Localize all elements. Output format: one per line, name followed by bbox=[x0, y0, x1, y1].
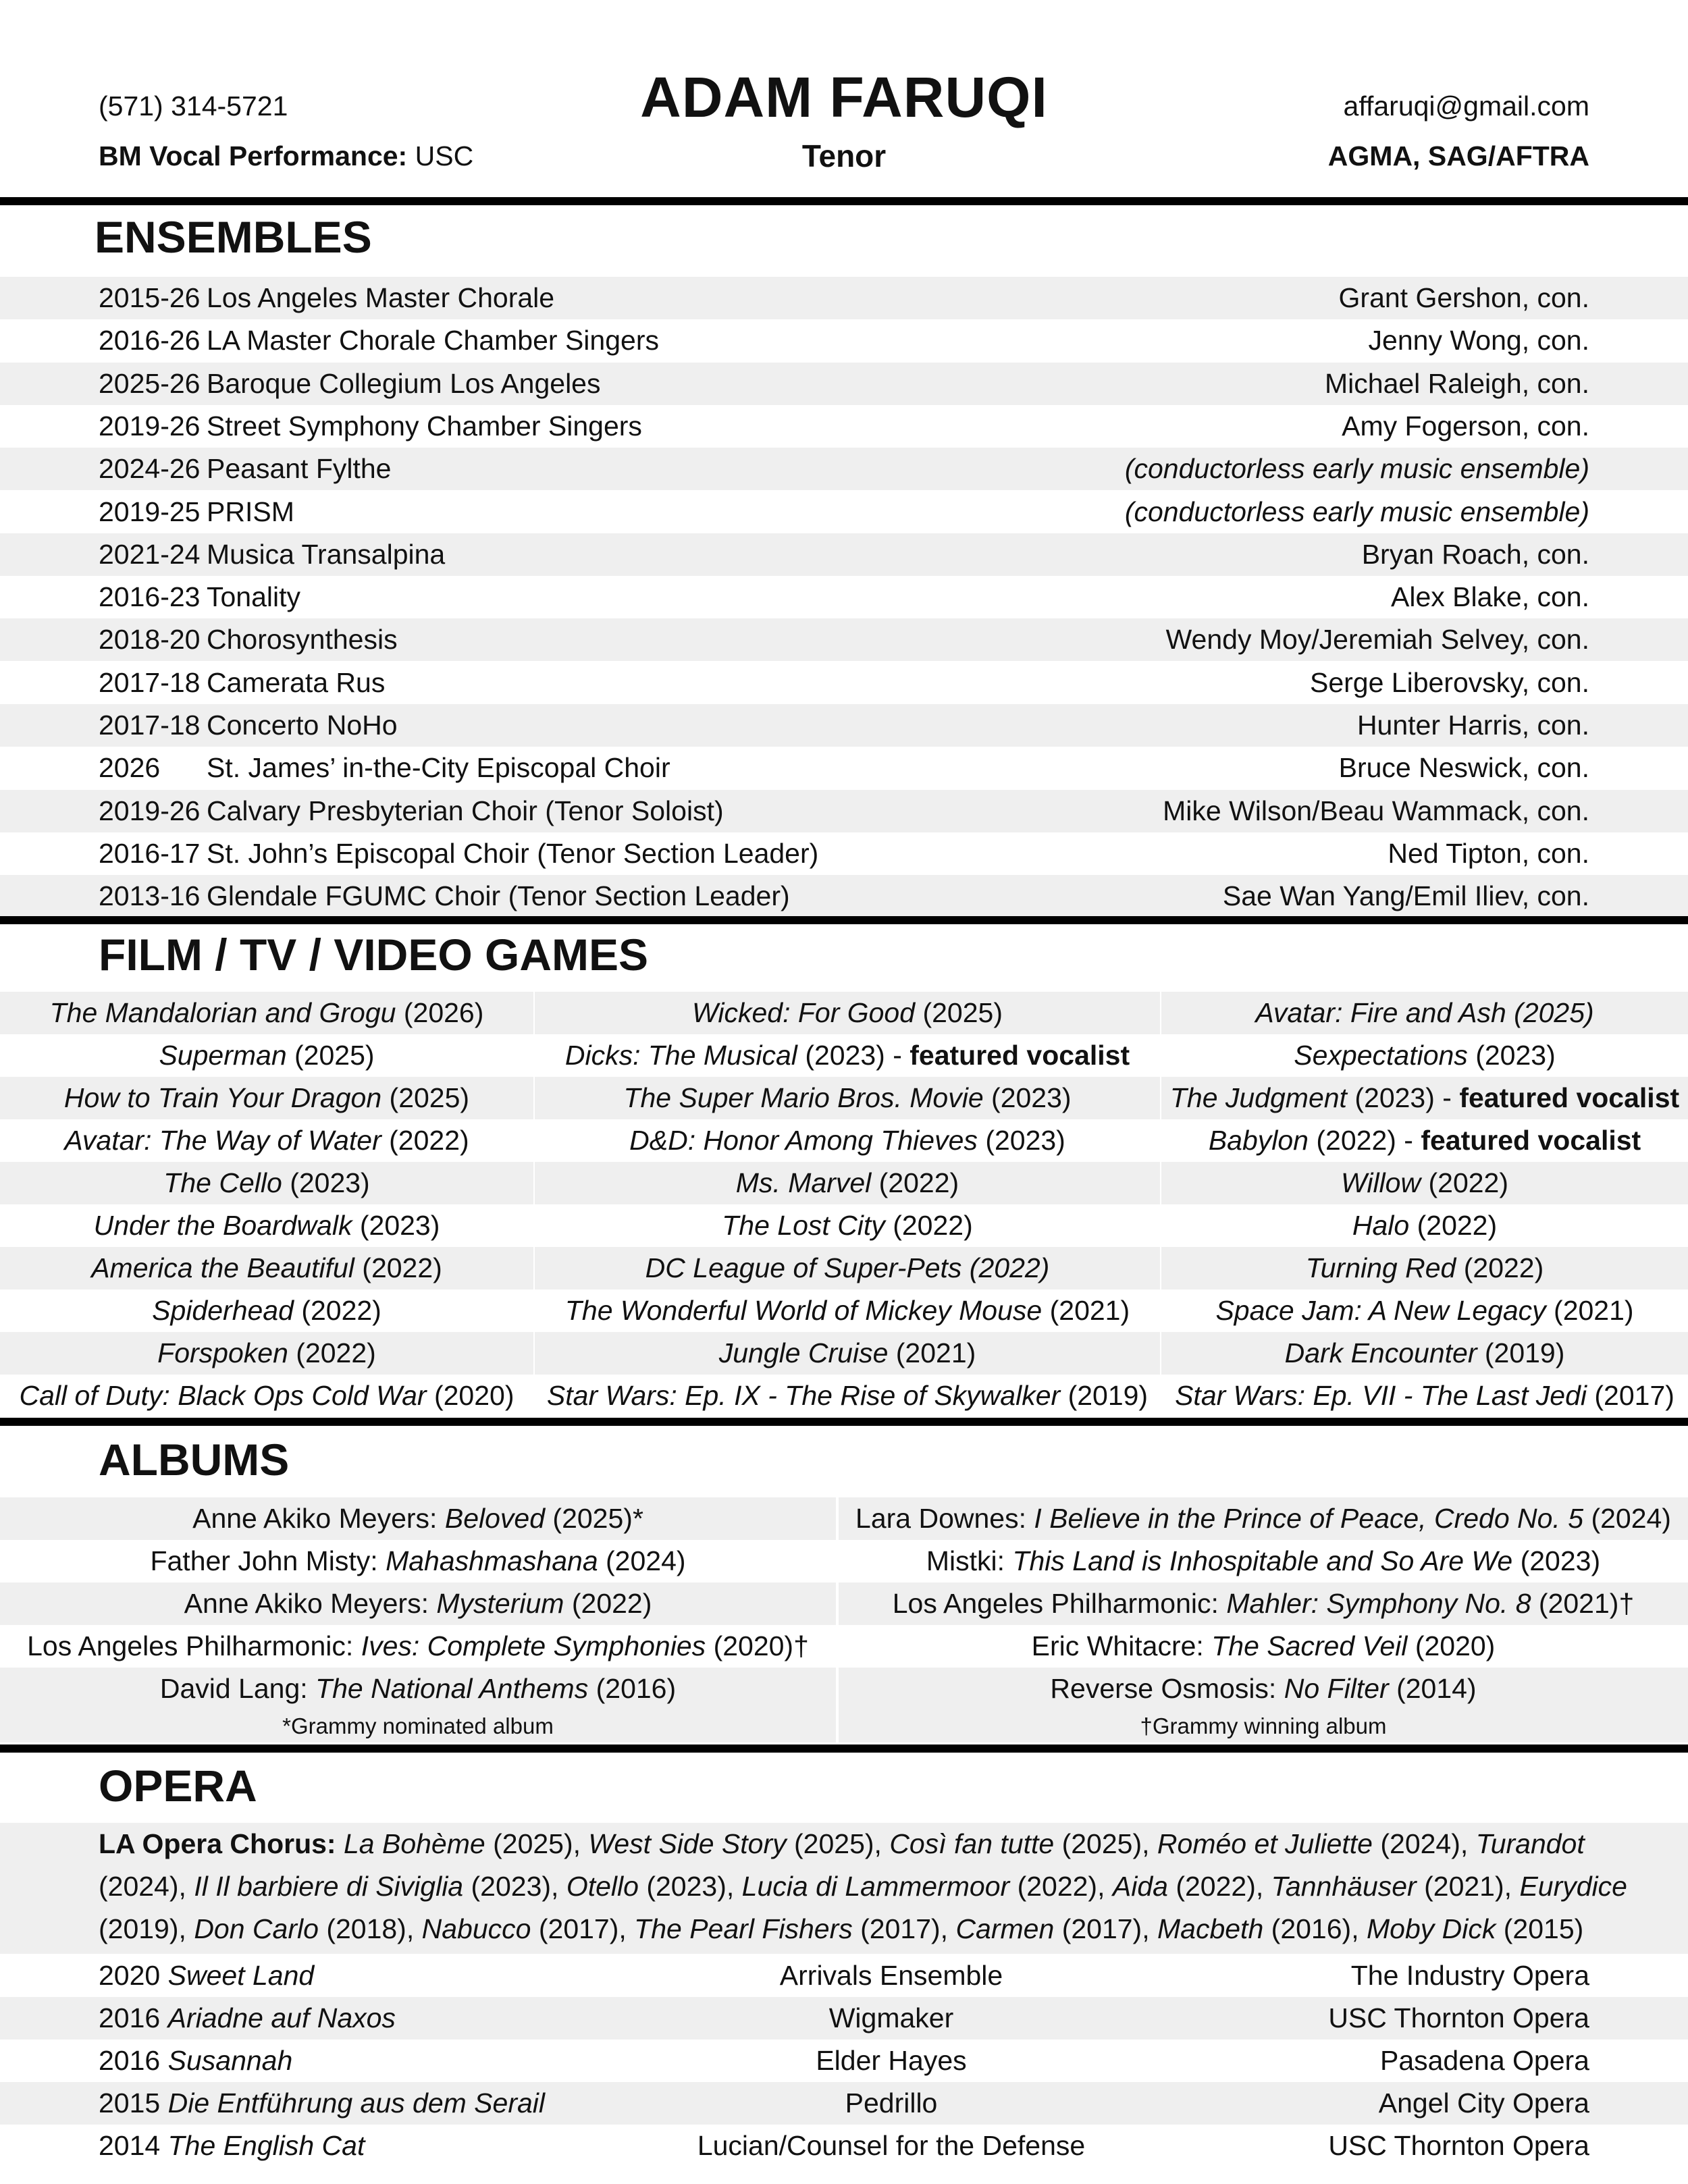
album-credit bbox=[839, 1625, 1688, 1668]
film-credit bbox=[0, 1119, 533, 1162]
ensemble-conductor: Bruce Neswick, con. bbox=[1338, 752, 1589, 784]
film-credit bbox=[0, 1077, 533, 1119]
resume-header bbox=[0, 0, 1688, 196]
film-grid bbox=[0, 992, 1688, 1417]
film-year: (2022) bbox=[362, 1252, 442, 1283]
film-year: (2023) bbox=[991, 1082, 1072, 1113]
album-credit bbox=[839, 1540, 1688, 1582]
album-footnote: †Grammy winning album bbox=[839, 1710, 1688, 1742]
opera-production: Ariadne auf Naxos bbox=[167, 2002, 396, 2033]
album-artist: Anne Akiko Meyers: bbox=[184, 1588, 429, 1619]
film-credit bbox=[535, 1119, 1160, 1162]
album-year: (2016) bbox=[596, 1673, 677, 1704]
film-credit bbox=[535, 1289, 1160, 1332]
ensemble-row bbox=[0, 576, 1688, 618]
album-title: Mahashmashana bbox=[386, 1545, 598, 1576]
chorus-year: (2024) bbox=[99, 1871, 179, 1902]
film-year: (2025) bbox=[389, 1082, 470, 1113]
film-title: Jungle Cruise bbox=[718, 1337, 889, 1368]
chorus-year: (2016) bbox=[1271, 1913, 1352, 1944]
album-artist: Lara Downes: bbox=[855, 1503, 1026, 1534]
film-title: Superman bbox=[159, 1040, 287, 1071]
album-artist: Eric Whitacre: bbox=[1031, 1630, 1204, 1661]
album-credit bbox=[0, 1540, 836, 1582]
ensemble-entry bbox=[99, 790, 724, 832]
ensemble-years: 2015-26 bbox=[99, 282, 201, 313]
film-credit bbox=[1161, 1077, 1688, 1119]
opera-company: Pasadena Opera bbox=[1379, 2045, 1589, 2076]
opera-company: Angel City Opera bbox=[1378, 2087, 1589, 2119]
film-credit bbox=[0, 1204, 533, 1247]
album-year: (2024) bbox=[1591, 1503, 1671, 1534]
ensemble-name: Camerata Rus bbox=[207, 666, 386, 698]
ensemble-conductor: Grant Gershon, con. bbox=[1338, 282, 1589, 313]
film-credit bbox=[0, 1289, 533, 1332]
album-title: No Filter bbox=[1284, 1673, 1389, 1704]
chorus-year: (2023) bbox=[646, 1871, 727, 1902]
la-opera-chorus-text: LA Opera Chorus: La Bohème (2025), West Side Story (2025), Così fan tutte (2025), Roméo et Juliette (2024), Turandot (2024), Il Il barbiere di Siviglia (2023), Otello (2023), Lucia di Lammermoor (2022), Aida (2022), Tannhäuser (2021), Eurydice (2019), Don Carlo (2018), Nabucco (2017), The Pearl Fishers (2017), Carmen (2017), Macbeth (2016), Moby Dick (2015) bbox=[99, 1828, 1627, 1944]
album-title: Beloved bbox=[444, 1503, 546, 1534]
chorus-production: West Side Story bbox=[588, 1828, 787, 1859]
section-divider bbox=[0, 1418, 1688, 1426]
opera-role-row bbox=[0, 2082, 1688, 2125]
film-credit bbox=[535, 1204, 1160, 1247]
film-credit bbox=[535, 1034, 1160, 1077]
ensemble-name: Tonality bbox=[207, 581, 301, 613]
film-year: (2023) bbox=[1354, 1082, 1435, 1113]
film-credit bbox=[1161, 1375, 1688, 1417]
ensembles-title: ENSEMBLES bbox=[95, 212, 372, 262]
email-address: affaruqi@gmail.com bbox=[1343, 90, 1589, 122]
voice-type: Tenor bbox=[801, 138, 887, 174]
film-year: (2023) bbox=[290, 1167, 370, 1198]
film-year: (2023) bbox=[805, 1040, 885, 1071]
ensemble-conductor: Sae Wan Yang/Emil Iliev, con. bbox=[1222, 880, 1589, 912]
chorus-year: (2022) bbox=[1176, 1871, 1256, 1902]
film-title: The Cello bbox=[163, 1167, 282, 1198]
opera-title: OPERA bbox=[99, 1761, 257, 1811]
ensemble-conductor: Hunter Harris, con. bbox=[1356, 710, 1589, 741]
ensemble-conductor: Amy Fogerson, con. bbox=[1342, 410, 1589, 442]
opera-role-row bbox=[0, 1997, 1688, 2040]
film-title: Dicks: The Musical bbox=[564, 1040, 797, 1071]
ensemble-row bbox=[0, 875, 1688, 917]
film-title: DC League of Super-Pets (2022) bbox=[645, 1252, 1050, 1283]
film-title: Wicked: For Good bbox=[692, 997, 916, 1028]
film-year: (2021) bbox=[1049, 1295, 1130, 1326]
film-credit bbox=[0, 1162, 533, 1204]
section-divider bbox=[0, 1744, 1688, 1753]
film-credit bbox=[1161, 1162, 1688, 1204]
ensemble-years: 2018-20 bbox=[99, 624, 201, 656]
ensemble-entry bbox=[99, 363, 601, 405]
film-year: (2022) bbox=[1316, 1125, 1396, 1156]
album-year: (2025)* bbox=[552, 1503, 643, 1534]
film-title: How to Train Your Dragon bbox=[63, 1082, 382, 1113]
film-credit bbox=[1161, 1332, 1688, 1375]
film-title: Star Wars: Ep. VII - The Last Jedi bbox=[1175, 1380, 1587, 1411]
film-year: (2022) bbox=[1463, 1252, 1544, 1283]
opera-year: 2020 bbox=[99, 1960, 161, 1991]
ensemble-row bbox=[0, 277, 1688, 319]
film-title: Forspoken bbox=[157, 1337, 288, 1368]
ensemble-years: 2017-18 bbox=[99, 666, 201, 698]
album-title: This Land is Inhospitable and So Are We bbox=[1012, 1545, 1513, 1576]
chorus-year: (2017) bbox=[538, 1913, 619, 1944]
ensemble-conductor: Ned Tipton, con. bbox=[1388, 837, 1589, 869]
la-opera-chorus-block bbox=[0, 1823, 1688, 1954]
album-artist: Reverse Osmosis: bbox=[1050, 1673, 1277, 1704]
opera-role-row bbox=[0, 2040, 1688, 2082]
ensemble-name: St. John’s Episcopal Choir (Tenor Section Leader) bbox=[207, 837, 819, 869]
chorus-year: (2022) bbox=[1017, 1871, 1098, 1902]
film-year: (2023) bbox=[985, 1125, 1065, 1156]
album-credit bbox=[0, 1625, 836, 1668]
film-title: Avatar: The Way of Water bbox=[64, 1125, 381, 1156]
album-credit bbox=[0, 1582, 836, 1625]
film-title: Willow bbox=[1341, 1167, 1421, 1198]
film-credit bbox=[535, 1332, 1160, 1375]
section-divider bbox=[0, 197, 1688, 205]
chorus-year: (2023) bbox=[471, 1871, 552, 1902]
ensemble-name: Musica Transalpina bbox=[207, 538, 446, 570]
ensemble-row bbox=[0, 618, 1688, 661]
album-year: (2024) bbox=[606, 1545, 686, 1576]
ensemble-entry bbox=[99, 277, 554, 319]
film-credit bbox=[535, 1077, 1160, 1119]
album-title: Mysterium bbox=[436, 1588, 564, 1619]
film-title: Space Jam: A New Legacy bbox=[1215, 1295, 1546, 1326]
chorus-year: (2025) bbox=[493, 1828, 573, 1859]
degree-label: BM Vocal Performance: bbox=[99, 140, 408, 171]
film-credit bbox=[535, 1247, 1160, 1289]
ensemble-conductor: Serge Liberovsky, con. bbox=[1309, 666, 1589, 698]
albums-title: ALBUMS bbox=[99, 1435, 290, 1485]
film-year: (2019) bbox=[1067, 1380, 1149, 1411]
ensemble-conductor: Wendy Moy/Jeremiah Selvey, con. bbox=[1165, 624, 1589, 656]
film-year: (2025) bbox=[922, 997, 1003, 1028]
album-credit bbox=[839, 1668, 1688, 1710]
ensemble-years: 2016-26 bbox=[99, 325, 201, 356]
film-year: (2025) bbox=[294, 1040, 375, 1071]
ensemble-conductor: Alex Blake, con. bbox=[1391, 581, 1589, 613]
film-year: (2023) bbox=[359, 1210, 440, 1241]
chorus-production: Il Il barbiere di Siviglia bbox=[194, 1871, 464, 1902]
album-footnote: *Grammy nominated album bbox=[0, 1710, 836, 1742]
film-title: FILM / TV / VIDEO GAMES bbox=[99, 930, 649, 980]
ensemble-name: Glendale FGUMC Choir (Tenor Section Leader) bbox=[207, 880, 790, 912]
film-credit bbox=[0, 1375, 533, 1417]
chorus-year: (2017) bbox=[860, 1913, 941, 1944]
film-year: (2020) bbox=[433, 1380, 515, 1411]
film-year: (2022) bbox=[1417, 1210, 1498, 1241]
ensemble-entry bbox=[99, 405, 642, 448]
opera-role: Lucian/Counsel for the Defense bbox=[697, 2130, 1086, 2161]
ensemble-entry bbox=[99, 875, 790, 917]
ensemble-entry bbox=[99, 491, 294, 533]
ensemble-years: 2025-26 bbox=[99, 367, 201, 399]
film-note-separator: - bbox=[1396, 1125, 1421, 1156]
chorus-year: (2025) bbox=[794, 1828, 874, 1859]
ensemble-entry bbox=[99, 832, 818, 875]
film-year: (2023) bbox=[1475, 1040, 1556, 1071]
opera-company: USC Thornton Opera bbox=[1328, 2130, 1589, 2161]
ensemble-years: 2017-18 bbox=[99, 710, 201, 741]
chorus-production: Nabucco bbox=[421, 1913, 531, 1944]
phone-number: (571) 314-5721 bbox=[99, 90, 288, 122]
ensemble-entry bbox=[99, 533, 445, 576]
opera-production: The English Cat bbox=[167, 2130, 365, 2161]
chorus-production: Moby Dick bbox=[1366, 1913, 1496, 1944]
ensemble-name: LA Master Chorale Chamber Singers bbox=[207, 325, 659, 356]
album-year: (2023) bbox=[1520, 1545, 1601, 1576]
film-year: (2022) bbox=[1428, 1167, 1508, 1198]
opera-role: Pedrillo bbox=[845, 2087, 938, 2119]
film-note: featured vocalist bbox=[909, 1040, 1130, 1071]
album-title: Mahler: Symphony No. 8 bbox=[1226, 1588, 1531, 1619]
album-artist: Mistki: bbox=[926, 1545, 1005, 1576]
film-year: (2022) bbox=[296, 1337, 376, 1368]
album-title: The Sacred Veil bbox=[1211, 1630, 1408, 1661]
ensemble-row bbox=[0, 319, 1688, 362]
opera-role: Elder Hayes bbox=[816, 2045, 967, 2076]
chorus-production: Tannhäuser bbox=[1271, 1871, 1417, 1902]
album-year: (2022) bbox=[571, 1588, 652, 1619]
ensemble-years: 2016-17 bbox=[99, 837, 201, 869]
ensemble-years: 2013-16 bbox=[99, 880, 201, 912]
film-credit bbox=[535, 1162, 1160, 1204]
ensemble-row bbox=[0, 448, 1688, 490]
ensemble-years: 2019-26 bbox=[99, 795, 201, 826]
film-title: Halo bbox=[1352, 1210, 1410, 1241]
opera-role-row bbox=[0, 1954, 1688, 1997]
opera-year: 2016 bbox=[99, 2045, 161, 2076]
ensemble-years: 2024-26 bbox=[99, 453, 201, 485]
album-artist: David Lang: bbox=[159, 1673, 308, 1704]
albums-grid bbox=[0, 1497, 1688, 1742]
degree-school: USC bbox=[415, 140, 474, 171]
chorus-production: La Bohème bbox=[343, 1828, 485, 1859]
film-title: Under the Boardwalk bbox=[93, 1210, 352, 1241]
opera-year: 2016 bbox=[99, 2002, 161, 2033]
opera-role-row bbox=[0, 2125, 1688, 2167]
chorus-label: LA Opera Chorus: bbox=[99, 1828, 336, 1859]
ensemble-row bbox=[0, 662, 1688, 704]
film-title: Call of Duty: Black Ops Cold War bbox=[19, 1380, 427, 1411]
album-title: The National Anthems bbox=[315, 1673, 589, 1704]
ensemble-row bbox=[0, 491, 1688, 533]
chorus-year: (2024) bbox=[1380, 1828, 1460, 1859]
film-title: Ms. Marvel bbox=[735, 1167, 872, 1198]
film-credit bbox=[1161, 1247, 1688, 1289]
ensemble-name: Chorosynthesis bbox=[207, 624, 398, 656]
film-credit bbox=[0, 992, 533, 1034]
chorus-production: Don Carlo bbox=[194, 1913, 319, 1944]
film-credit bbox=[535, 1375, 1160, 1417]
opera-production: Susannah bbox=[167, 2045, 293, 2076]
opera-production: Sweet Land bbox=[167, 1960, 315, 1991]
ensemble-row bbox=[0, 704, 1688, 747]
opera-year: 2015 bbox=[99, 2087, 161, 2119]
film-credit bbox=[1161, 1289, 1688, 1332]
chorus-production: Otello bbox=[566, 1871, 639, 1902]
film-credit bbox=[1161, 1034, 1688, 1077]
ensemble-entry bbox=[99, 747, 670, 789]
ensemble-years: 2019-26 bbox=[99, 410, 201, 442]
film-title: Turning Red bbox=[1305, 1252, 1456, 1283]
ensemble-entry bbox=[99, 576, 300, 618]
film-credit bbox=[1161, 1204, 1688, 1247]
ensemble-row bbox=[0, 747, 1688, 789]
ensemble-entry bbox=[99, 704, 398, 747]
ensemble-row bbox=[0, 363, 1688, 405]
film-year: (2017) bbox=[1594, 1380, 1674, 1411]
film-year: (2019) bbox=[1484, 1337, 1565, 1368]
ensemble-conductor: (conductorless early music ensemble) bbox=[1124, 453, 1589, 485]
ensemble-name: Los Angeles Master Chorale bbox=[207, 282, 555, 313]
chorus-production: Roméo et Juliette bbox=[1157, 1828, 1373, 1859]
album-artist: Los Angeles Philharmonic: bbox=[27, 1630, 354, 1661]
film-title: Dark Encounter bbox=[1284, 1337, 1477, 1368]
film-title: The Lost City bbox=[722, 1210, 885, 1241]
film-title: America the Beautiful bbox=[91, 1252, 354, 1283]
film-title: Sexpectations bbox=[1294, 1040, 1468, 1071]
ensemble-row bbox=[0, 405, 1688, 448]
album-credit bbox=[0, 1668, 836, 1710]
chorus-production: Aida bbox=[1112, 1871, 1168, 1902]
performer-name: ADAM FARUQI bbox=[640, 65, 1048, 129]
chorus-production: Lucia di Lammermoor bbox=[741, 1871, 1010, 1902]
chorus-production: The Pearl Fishers bbox=[634, 1913, 853, 1944]
ensemble-years: 2021-24 bbox=[99, 538, 201, 570]
ensemble-conductor: (conductorless early music ensemble) bbox=[1124, 496, 1589, 527]
film-note-separator: - bbox=[1434, 1082, 1460, 1113]
chorus-year: (2018) bbox=[326, 1913, 406, 1944]
union-affiliations: AGMA, SAG/AFTRA bbox=[1327, 140, 1589, 171]
film-credit bbox=[0, 1034, 533, 1077]
film-title: Babylon bbox=[1208, 1125, 1309, 1156]
ensemble-name: Street Symphony Chamber Singers bbox=[207, 410, 642, 442]
film-year: (2022) bbox=[878, 1167, 959, 1198]
chorus-year: (2015) bbox=[1503, 1913, 1584, 1944]
chorus-production: Carmen bbox=[955, 1913, 1055, 1944]
album-year: (2020) bbox=[1415, 1630, 1496, 1661]
film-title: The Mandalorian and Grogu bbox=[49, 997, 396, 1028]
ensemble-years: 2016-23 bbox=[99, 581, 201, 613]
chorus-year: (2017) bbox=[1061, 1913, 1142, 1944]
film-title: The Super Mario Bros. Movie bbox=[623, 1082, 984, 1113]
chorus-year: (2025) bbox=[1061, 1828, 1142, 1859]
ensemble-conductor: Jenny Wong, con. bbox=[1368, 325, 1589, 356]
chorus-production: Turandot bbox=[1475, 1828, 1585, 1859]
ensemble-entry bbox=[99, 618, 398, 661]
ensemble-name: Peasant Fylthe bbox=[207, 453, 392, 485]
opera-production: Die Entführung aus dem Serail bbox=[167, 2087, 545, 2119]
ensemble-entry bbox=[99, 319, 659, 362]
film-title: D&D: Honor Among Thieves bbox=[629, 1125, 978, 1156]
film-credit bbox=[0, 1247, 533, 1289]
film-credit bbox=[1161, 1119, 1688, 1162]
chorus-production: Eurydice bbox=[1519, 1871, 1627, 1902]
ensemble-name: Concerto NoHo bbox=[207, 710, 398, 741]
ensemble-entry bbox=[99, 662, 385, 704]
film-year: (2021) bbox=[895, 1337, 976, 1368]
ensemble-name: St. James’ in-the-City Episcopal Choir bbox=[207, 752, 670, 784]
chorus-production: Macbeth bbox=[1157, 1913, 1264, 1944]
film-title: Star Wars: Ep. IX - The Rise of Skywalker bbox=[546, 1380, 1061, 1411]
ensemble-entry bbox=[99, 448, 392, 490]
ensemble-conductor: Michael Raleigh, con. bbox=[1325, 367, 1589, 399]
ensemble-name: Calvary Presbyterian Choir (Tenor Soloist) bbox=[207, 795, 724, 826]
film-year: (2022) bbox=[301, 1295, 381, 1326]
album-year: (2021)† bbox=[1538, 1588, 1635, 1619]
ensemble-row bbox=[0, 533, 1688, 576]
album-credit bbox=[839, 1582, 1688, 1625]
album-year: (2014) bbox=[1396, 1673, 1477, 1704]
ensemble-name: PRISM bbox=[207, 496, 294, 527]
section-divider bbox=[0, 916, 1688, 924]
film-note: featured vocalist bbox=[1421, 1125, 1641, 1156]
ensemble-conductor: Bryan Roach, con. bbox=[1361, 538, 1589, 570]
album-artist: Los Angeles Philharmonic: bbox=[892, 1588, 1219, 1619]
album-year: (2020)† bbox=[713, 1630, 809, 1661]
film-year: (2022) bbox=[389, 1125, 469, 1156]
film-credit bbox=[535, 992, 1160, 1034]
chorus-production: Così fan tutte bbox=[889, 1828, 1055, 1859]
ensemble-years: 2019-25 bbox=[99, 496, 201, 527]
album-credit bbox=[839, 1497, 1688, 1540]
opera-role: Arrivals Ensemble bbox=[779, 1960, 1003, 1991]
film-year: (2026) bbox=[403, 997, 484, 1028]
film-credit bbox=[0, 1332, 533, 1375]
ensemble-conductor: Mike Wilson/Beau Wammack, con. bbox=[1163, 795, 1589, 826]
album-title: I Believe in the Prince of Peace, Credo No. 5 bbox=[1034, 1503, 1584, 1534]
chorus-year: (2021) bbox=[1424, 1871, 1504, 1902]
album-artist: Anne Akiko Meyers: bbox=[192, 1503, 438, 1534]
ensemble-row bbox=[0, 790, 1688, 832]
album-title: Ives: Complete Symphonies bbox=[361, 1630, 706, 1661]
ensemble-name: Baroque Collegium Los Angeles bbox=[207, 367, 601, 399]
opera-company: USC Thornton Opera bbox=[1328, 2002, 1589, 2033]
chorus-year: (2019) bbox=[99, 1913, 179, 1944]
film-note-separator: - bbox=[885, 1040, 910, 1071]
film-credit bbox=[1161, 992, 1688, 1034]
ensemble-years: 2026 bbox=[99, 752, 161, 784]
film-note: featured vocalist bbox=[1459, 1082, 1680, 1113]
album-artist: Father John Misty: bbox=[150, 1545, 378, 1576]
opera-year: 2014 bbox=[99, 2130, 161, 2161]
film-title: Avatar: Fire and Ash (2025) bbox=[1255, 997, 1594, 1028]
film-title: The Wonderful World of Mickey Mouse bbox=[564, 1295, 1043, 1326]
opera-company: The Industry Opera bbox=[1350, 1960, 1589, 1991]
ensemble-row bbox=[0, 832, 1688, 875]
film-title: The Judgment bbox=[1169, 1082, 1347, 1113]
film-year: (2022) bbox=[893, 1210, 973, 1241]
film-year: (2021) bbox=[1554, 1295, 1634, 1326]
album-credit bbox=[0, 1497, 836, 1540]
film-title: Spiderhead bbox=[152, 1295, 294, 1326]
opera-role: Wigmaker bbox=[828, 2002, 954, 2033]
